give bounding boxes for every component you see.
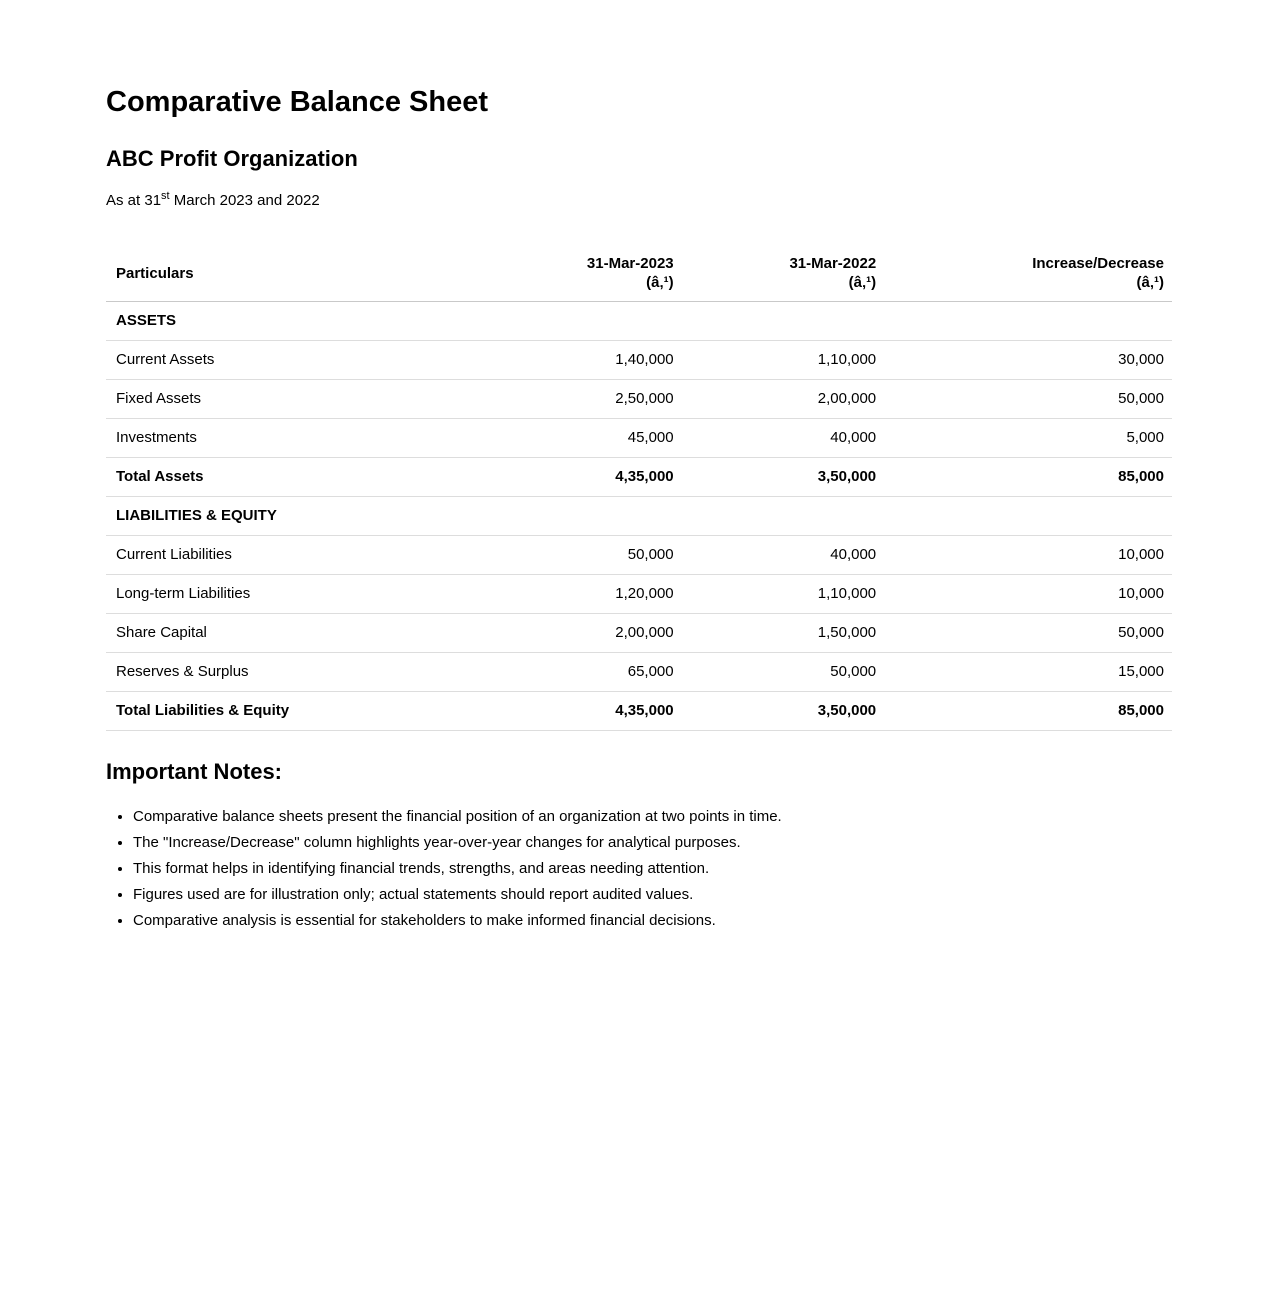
note-item: • Comparative analysis is essential for stakeholders to make informed financial decisions. [133, 912, 1172, 930]
header-31-mar-2022-label: 31-Mar-2022 [789, 255, 877, 272]
row-label: Long-term Liabilities [116, 585, 251, 602]
row-label: Current Assets [116, 351, 215, 368]
value-2022: 50,000 [830, 663, 877, 680]
value-2023: 2,00,000 [615, 624, 674, 641]
header-particulars: Particulars [116, 264, 194, 282]
value-2022: 1,10,000 [817, 585, 877, 602]
notes-list [106, 808, 1172, 930]
header-increase-decrease [884, 246, 1172, 302]
table-row [106, 575, 1172, 614]
table-body [106, 302, 1172, 731]
row-label: Fixed Assets [116, 390, 202, 407]
header-31-mar-2023-label: 31-Mar-2023 [586, 255, 674, 272]
balance-sheet-table [106, 246, 1172, 731]
date-prefix: As at 31 [106, 192, 162, 209]
page-title: Comparative Balance Sheet [106, 86, 488, 118]
value-2023: 2,50,000 [615, 390, 674, 407]
value-2022: 3,50,000 [817, 702, 877, 719]
row-label: Reserves & Surplus [116, 663, 249, 680]
section-row [106, 302, 1172, 341]
value-2023: 65,000 [627, 663, 674, 680]
table-row [106, 536, 1172, 575]
header-31-mar-2023 [500, 246, 681, 302]
row-label: Share Capital [116, 624, 207, 641]
total-row [106, 692, 1172, 731]
table-row [106, 380, 1172, 419]
value-change: 10,000 [1118, 585, 1164, 602]
header-change-currency-unit: (â‚¹) [1136, 274, 1164, 291]
section-label: LIABILITIES & EQUITY [116, 507, 277, 524]
value-2023: 45,000 [627, 429, 674, 446]
notes-heading: Important Notes: [106, 759, 282, 784]
table-row [106, 614, 1172, 653]
value-2023: 4,35,000 [615, 468, 674, 485]
table-row [106, 653, 1172, 692]
row-label: Current Liabilities [116, 546, 232, 563]
row-label: Total Liabilities & Equity [116, 702, 290, 719]
note-item: • Comparative balance sheets present the financial position of an organization at two points in time. [133, 808, 1172, 826]
header-31-mar-2022 [682, 246, 885, 302]
row-label: Total Assets [116, 468, 204, 485]
value-2023: 1,20,000 [615, 585, 674, 602]
table-row [106, 419, 1172, 458]
value-change: 85,000 [1118, 468, 1164, 485]
header-2023-currency-unit: (â‚¹) [646, 274, 674, 291]
total-row [106, 458, 1172, 497]
value-2022: 3,50,000 [817, 468, 877, 485]
note-item: • The "Increase/Decrease" column highlights year-over-year changes for analytical purposes. [133, 834, 1172, 852]
section-row [106, 497, 1172, 536]
date-superscript: st [161, 190, 170, 202]
value-change: 15,000 [1118, 663, 1164, 680]
note-item: • This format helps in identifying financial trends, strengths, and areas needing attention. [133, 860, 1172, 878]
value-change: 50,000 [1118, 390, 1164, 407]
date-line [106, 192, 1172, 210]
table-row [106, 341, 1172, 380]
value-change: 50,000 [1118, 624, 1164, 641]
value-change: 10,000 [1118, 546, 1164, 563]
value-2022: 1,50,000 [817, 624, 877, 641]
value-2022: 2,00,000 [817, 390, 877, 407]
value-change: 85,000 [1118, 702, 1164, 719]
note-item: • Figures used are for illustration only; actual statements should report audited values. [133, 886, 1172, 904]
value-2023: 50,000 [627, 546, 674, 563]
value-2022: 1,10,000 [817, 351, 877, 368]
value-change: 5,000 [1126, 429, 1164, 446]
header-increase-decrease-label: Increase/Decrease [1032, 255, 1164, 272]
value-2023: 4,35,000 [615, 702, 674, 719]
value-2022: 40,000 [830, 546, 877, 563]
row-label: Investments [116, 429, 197, 446]
value-2023: 1,40,000 [615, 351, 674, 368]
table-header-row [106, 246, 1172, 302]
date-suffix: March 2023 and 2022 [169, 192, 320, 209]
org-name: ABC Profit Organization [106, 146, 358, 171]
value-2022: 40,000 [830, 429, 877, 446]
value-change: 30,000 [1118, 351, 1164, 368]
header-2022-currency-unit: (â‚¹) [848, 274, 877, 291]
section-label: ASSETS [116, 312, 177, 329]
